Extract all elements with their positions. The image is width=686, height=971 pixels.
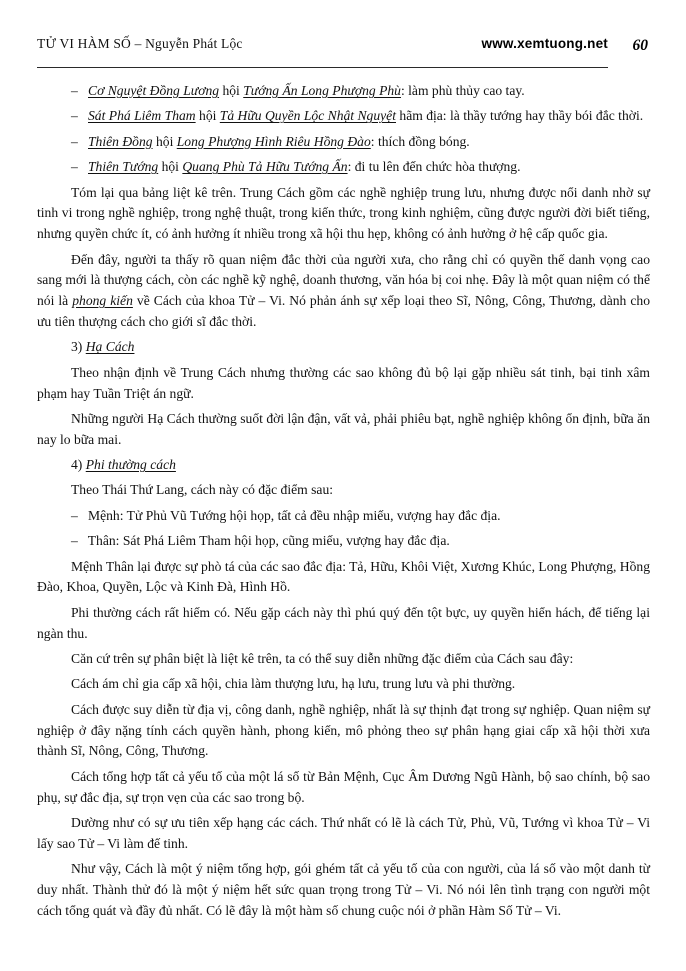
emphasized-term: Tả Hữu Quyền Lộc Nhật Nguyệt bbox=[219, 108, 396, 124]
emphasized-term: Hạ Cách bbox=[85, 339, 135, 355]
emphasized-term: Phi thường cách bbox=[85, 457, 176, 473]
emphasized-term: phong kiến bbox=[72, 293, 133, 309]
text-run: Đến đây, người ta thấy rõ quan niệm đắc thời của người xưa, cho rằng chỉ có quyền thế danh vọng cao sang mới là thượng cách, còn các nghề kỹ nghệ, doanh thương, văn hóa bị coi nhẹ. Đây là một quan niệm có thể nói là bbox=[37, 251, 650, 309]
text-run: hội bbox=[219, 83, 244, 98]
text-run: Dường như có sự ưu tiên xếp hạng các cách. Thứ nhất có lẽ là cách Tử, Phủ, Vũ, Tướng vì khoa Tử – Vi lấy sao Tử – Vi làm đế tinh. bbox=[37, 814, 650, 851]
paragraph bbox=[37, 700, 650, 762]
page-header bbox=[37, 36, 650, 68]
emphasized-term: Cơ Nguyệt Đồng Lương bbox=[88, 83, 220, 98]
emphasized-term: Long Phượng Hình Riêu Hồng Đào bbox=[176, 133, 371, 149]
section-heading bbox=[37, 337, 650, 358]
text-run: Thân: Sát Phá Liêm Tham hội họp, cũng miếu, vượng hay đắc địa. bbox=[87, 533, 450, 549]
text-run: – bbox=[71, 533, 88, 549]
text-run: hội bbox=[158, 159, 183, 175]
text-run: : thích đồng bóng. bbox=[370, 133, 470, 149]
paragraph bbox=[37, 813, 650, 855]
paragraph bbox=[37, 363, 650, 405]
section-heading bbox=[37, 455, 650, 476]
list-item bbox=[37, 531, 650, 552]
text-run: 4) bbox=[71, 457, 86, 473]
paragraph bbox=[37, 183, 650, 245]
text-run: Cách ám chỉ gia cấp xã hội, chia làm thượng lưu, hạ lưu, trung lưu và phi thường. bbox=[71, 676, 516, 692]
text-run: – bbox=[71, 133, 88, 149]
list-item bbox=[37, 81, 650, 102]
text-run: Cách tổng hợp tất cả yếu tố của một lá số từ Bản Mệnh, Cục Âm Dương Ngũ Hành, bộ sao chính, bộ sao phụ, sự đắc địa, sự trọn vẹn của các sao trong bộ. bbox=[37, 768, 650, 805]
text-run: Theo nhận định về Trung Cách nhưng thường các sao không đủ bộ lại gặp nhiều sát tinh, bại tinh xâm phạm hay Tuần Triệt án ngữ. bbox=[37, 364, 650, 401]
emphasized-term: Thiên Đồng bbox=[88, 133, 153, 149]
text-run: Theo Thái Thứ Lang, cách này có đặc điểm sau: bbox=[71, 482, 334, 498]
page-number: 60 bbox=[632, 37, 648, 54]
text-run: Căn cứ trên sự phân biệt là liệt kê trên, ta có thể suy diễn những đặc điểm của Cách sau đây: bbox=[71, 651, 574, 667]
paragraph bbox=[37, 557, 650, 599]
text-run: – bbox=[71, 108, 88, 124]
emphasized-term: Thiên Tướng bbox=[88, 159, 159, 175]
list-item bbox=[37, 106, 650, 127]
text-run: hãm địa: là thầy tướng hay thầy bói đắc thời. bbox=[396, 108, 644, 124]
text-run: 3) bbox=[71, 339, 86, 355]
text-run: về Cách của khoa Tử – Vi. Nó phản ánh sự xếp loại theo Sĩ, Nông, Công, Thương, dành cho ưu tiên thượng cách cho giới sĩ đắc thời. bbox=[37, 293, 650, 329]
paragraph bbox=[37, 480, 650, 501]
emphasized-term: Quang Phù Tả Hữu Tướng Ấn bbox=[182, 159, 348, 175]
text-run: hội bbox=[152, 133, 177, 149]
text-run: Tóm lại qua bảng liệt kê trên. Trung Cách gồm các nghề nghiệp trung lưu, nhưng được nổi danh nhờ sự tinh vi trong nghề nghiệp, trong nghệ thuật, trong kiến thức, trong kinh nghiệm, cũng được người đời biết tiếng, nhưng quyền chức ít, có ảnh hưởng ít nhiều trong xã hội thu hẹp, không có ảnh hưởng ở hệ cấp quốc gia. bbox=[37, 184, 650, 242]
text-run: : đi tu lên đến chức hòa thượng. bbox=[347, 159, 521, 175]
paragraph bbox=[37, 603, 650, 645]
text-run: Cách được suy diễn từ địa vị, công danh, nghề nghiệp, nhất là sự thịnh đạt trong sự nghiệp. Quan niệm sự nghiệp ở đây nặng tính cách quyền hành, phong kiến, mô phỏng theo sự phân hạng giai cấp xã hội thời xưa thành Sĩ, Nông, Công, Thương. bbox=[37, 701, 650, 759]
website-link[interactable]: www.xemtuong.net bbox=[481, 36, 608, 51]
document-body bbox=[37, 81, 650, 922]
text-run: Mệnh Thân lại được sự phò tá của các sao đắc địa: Tả, Hữu, Khôi Việt, Xương Khúc, Long Phượng, Hồng Đào, Khoa, Quyền, Lộc và Kinh Đà, Hình Hồ. bbox=[37, 558, 650, 595]
text-run: Những người Hạ Cách thường suốt đời lận đận, vất vả, phải phiêu bạt, nghề nghiệp không ổn định, bữa ăn nay lo bữa mai. bbox=[37, 410, 650, 447]
emphasized-term: Sát Phá Liêm Tham bbox=[88, 108, 196, 124]
paragraph bbox=[37, 859, 650, 921]
list-item bbox=[37, 132, 650, 153]
header-rule bbox=[37, 36, 608, 68]
text-run: hội bbox=[195, 108, 220, 124]
text-run: – bbox=[71, 159, 88, 175]
text-run: – bbox=[71, 507, 88, 523]
paragraph bbox=[37, 409, 650, 451]
paragraph bbox=[37, 767, 650, 809]
text-run: Mệnh: Tử Phủ Vũ Tướng hội họp, tất cả đều nhập miếu, vượng hay đắc địa. bbox=[88, 507, 501, 523]
list-item bbox=[37, 157, 650, 178]
text-run: Như vậy, Cách là một ý niệm tổng hợp, gói ghém tất cả yếu tố của con người, của lá số vào một danh từ duy nhất. Thành thử đó là một ý niệm hết sức quan trọng trong Tử – Vi. Nó nói lên tình trạng con người một cách tổng quát và đầy đủ nhất. Có lẽ đây là một hàm số chung cuộc nói ở phần Hàm Số Tử – Vi. bbox=[37, 861, 650, 918]
text-run: – bbox=[71, 83, 88, 98]
paragraph bbox=[37, 649, 650, 670]
text-run: : làm phù thủy cao tay. bbox=[400, 83, 525, 98]
paragraph bbox=[37, 250, 650, 333]
paragraph bbox=[37, 674, 650, 695]
book-title: TỬ VI HÀM SỐ – Nguyễn Phát Lộc bbox=[37, 36, 243, 51]
list-item bbox=[37, 506, 650, 527]
text-run: Phi thường cách rất hiếm có. Nếu gặp cách này thì phú quý đến tột bực, uy quyền hiển hách, để tiếng lại ngàn thu. bbox=[37, 604, 650, 641]
emphasized-term: Tướng Ấn Long Phượng Phù bbox=[243, 83, 401, 98]
